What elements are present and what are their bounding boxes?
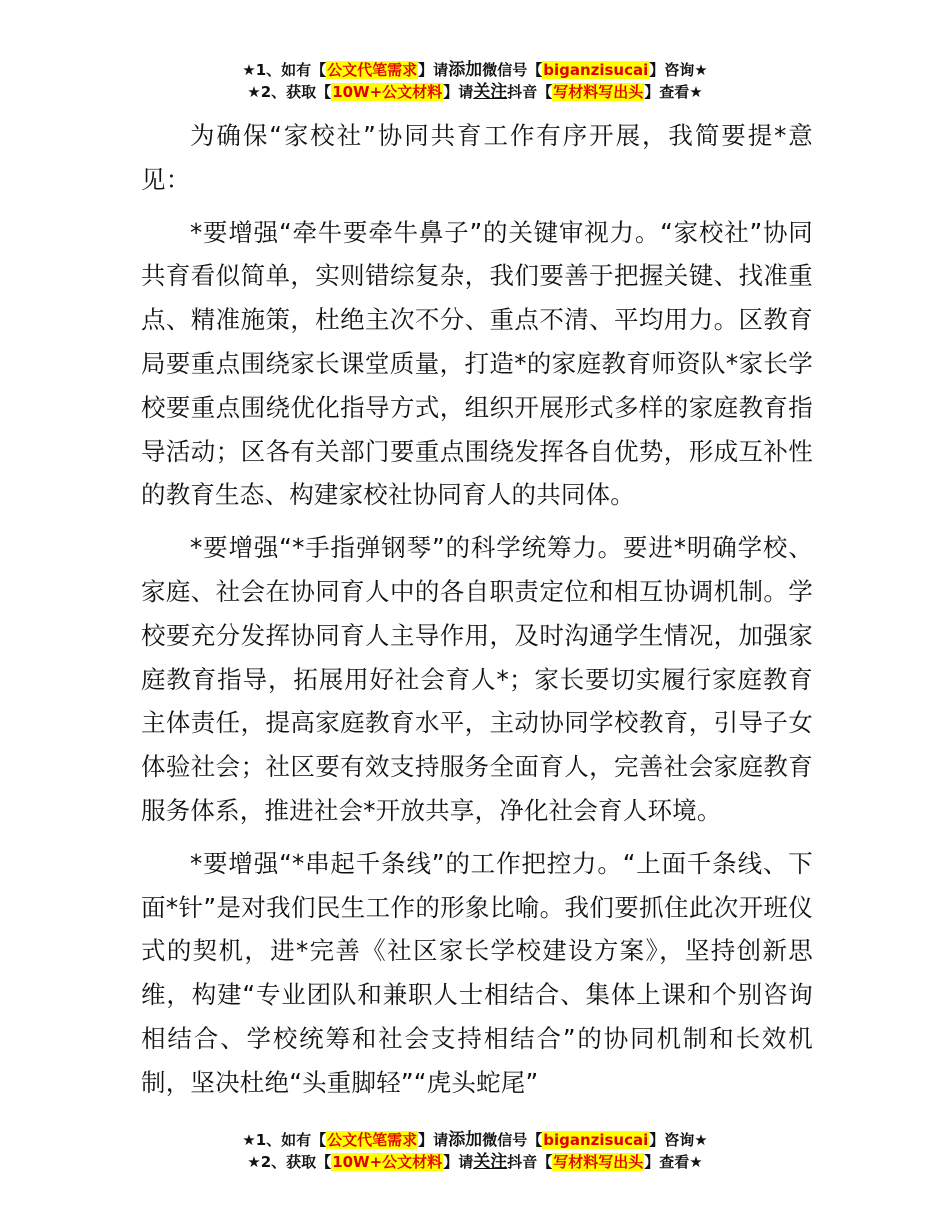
highlight-douyin: 写材料写出头 [553, 1153, 644, 1171]
banner-line-1 [0, 59, 950, 81]
banner-text: ★1、如有【 [242, 1131, 327, 1149]
highlight-ghostwriting: 公文代笔需求 [327, 1131, 418, 1149]
banner-text: 抖音【 [507, 1153, 553, 1171]
banner-emphasis: 添加 [448, 60, 483, 80]
banner-text: ★2、获取【 [247, 83, 332, 101]
header-banner [0, 59, 950, 103]
banner-text: 】查看★ [644, 1153, 703, 1171]
banner-text: 微信号【 [482, 61, 543, 79]
paragraph-point-3: *要增强“*串起千条线”的工作把控力。“上面千条线、下面*针”是对我们民生工作的形象比喻。我们要抓住此次开班仪式的契机，进*完善《社区家长学校建设方案》，坚持创新思维，构建“专业团队和兼职人士相结合、集体上课和个别咨询相结合、学校统筹和社会支持相结合”的协同机制和长效机制，坚决杜绝“头重脚轻”“虎头蛇尾” [141, 848, 813, 1097]
banner-emphasis: 关注 [473, 82, 508, 102]
banner-text: 】请 [443, 1153, 474, 1171]
banner-line-1 [0, 1129, 950, 1151]
banner-line-2 [0, 1151, 950, 1173]
highlight-wechat-id: biganzisucai [543, 61, 649, 79]
banner-text: 】请 [443, 83, 474, 101]
highlight-materials: 10W+公文材料 [332, 83, 443, 101]
banner-text: 】咨询★ [649, 61, 708, 79]
banner-text: ★2、获取【 [247, 1153, 332, 1171]
banner-text: 】查看★ [644, 83, 703, 101]
banner-text: 】咨询★ [649, 1131, 708, 1149]
banner-text: 微信号【 [482, 1131, 543, 1149]
highlight-wechat-id: biganzisucai [543, 1131, 649, 1149]
highlight-douyin: 写材料写出头 [553, 83, 644, 101]
highlight-ghostwriting: 公文代笔需求 [327, 61, 418, 79]
document-body [141, 114, 813, 1105]
banner-text: 】请 [418, 61, 449, 79]
banner-line-2 [0, 81, 950, 103]
paragraph-point-1: *要增强“牵牛要牵牛鼻子”的关键审视力。“家校社”协同共育看似简单，实则错综复杂，我们要善于把握关键、找准重点、精准施策，杜绝主次不分、重点不清、平均用力。区教育局要重点围绕家长课堂质量，打造*的家庭教育师资队*家长学校要重点围绕优化指导方式，组织开展形式多样的家庭教育指导活动；区各有关部门要重点围绕发挥各自优势，形成互补性的教育生态、构建家校社协同育人的共同体。 [141, 217, 813, 510]
banner-text: ★1、如有【 [242, 61, 327, 79]
banner-emphasis: 添加 [448, 1130, 483, 1150]
highlight-materials: 10W+公文材料 [332, 1153, 443, 1171]
paragraph-point-2: *要增强“*手指弹钢琴”的科学统筹力。要进*明确学校、家庭、社会在协同育人中的各自职责定位和相互协调机制。学校要充分发挥协同育人主导作用，及时沟通学生情况，加强家庭教育指导，拓展用好社会育人*；家长要切实履行家庭教育主体责任，提高家庭教育水平，主动协同学校教育，引导子女体验社会；社区要有效支持服务全面育人，完善社会家庭教育服务体系，推进社会*开放共享，净化社会育人环境。 [141, 533, 813, 825]
banner-text: 抖音【 [507, 83, 553, 101]
paragraph-intro: 为确保“家校社”协同共育工作有序开展，我简要提*意见： [141, 121, 813, 194]
banner-text: 】请 [418, 1131, 449, 1149]
footer-banner [0, 1129, 950, 1173]
banner-emphasis: 关注 [473, 1152, 508, 1172]
